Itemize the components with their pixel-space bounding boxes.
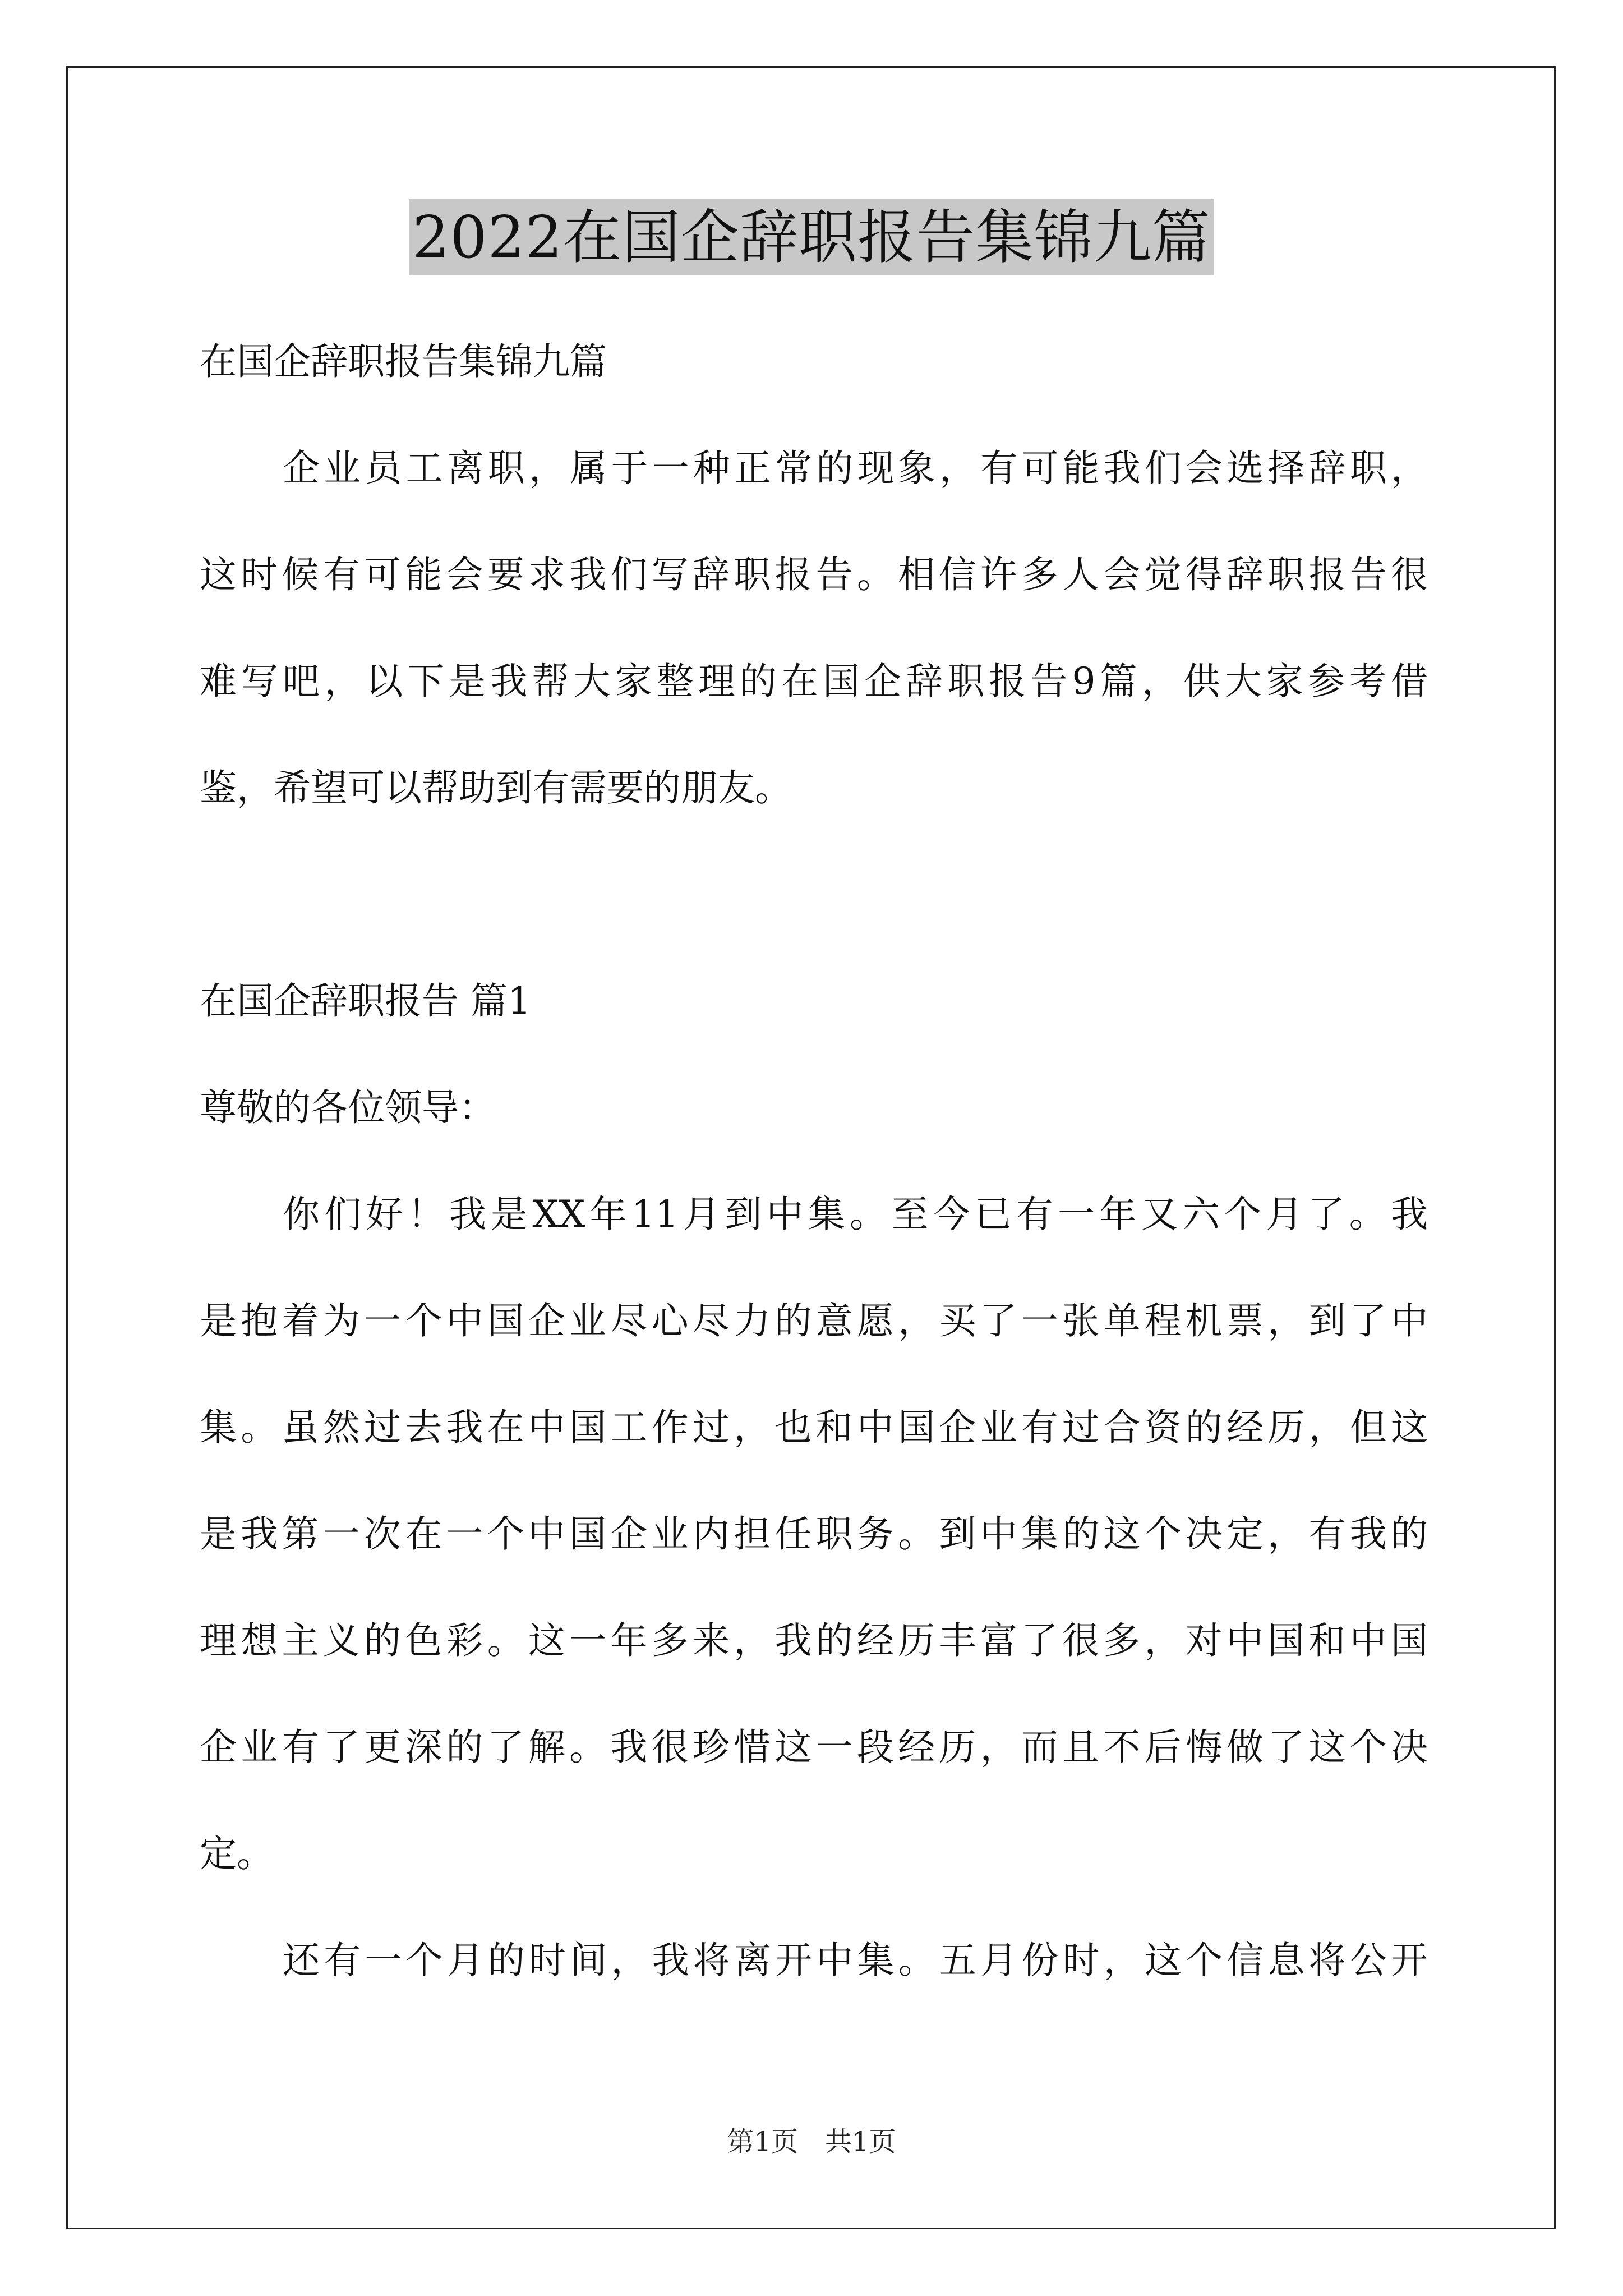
spacer	[200, 841, 1428, 948]
paragraph-line: 理想主义的色彩。这一年多来，我的经历丰富了很多，对中国和中国	[200, 1619, 1428, 1662]
page-number-footer: 第1页 共1页	[727, 2126, 896, 2157]
document-title: 2022在国企辞职报告集锦九篇	[409, 199, 1214, 275]
salutation: 尊敬的各位领导：	[200, 1086, 496, 1129]
document-body	[200, 309, 1428, 2014]
paragraph-line: 是抱着为一个中国企业尽心尽力的意愿，买了一张单程机票，到了中	[200, 1299, 1428, 1342]
section-heading: 在国企辞职报告 篇1	[200, 979, 531, 1023]
paragraph-line: 你们好！我是XX年11月到中集。至今已有一年又六个月了。我	[283, 1193, 1428, 1236]
intro-line: 这时候有可能会要求我们写辞职报告。相信许多人会觉得辞职报告很	[200, 553, 1428, 596]
intro-line: 鉴，希望可以帮助到有需要的朋友。	[200, 766, 792, 809]
paragraph-line: 企业有了更深的了解。我很珍惜这一段经历，而且不后悔做了这个决	[200, 1726, 1428, 1769]
title-container	[0, 199, 1623, 275]
intro-line: 企业员工离职，属于一种正常的现象，有可能我们会选择辞职，	[283, 447, 1428, 490]
paragraph-line: 还有一个月的时间，我将离开中集。五月份时，这个信息将公开	[283, 1939, 1428, 1982]
intro-line: 难写吧，以下是我帮大家整理的在国企辞职报告9篇，供大家参考借	[200, 660, 1428, 703]
paragraph-line: 集。虽然过去我在中国工作过，也和中国企业有过合资的经历，但这	[200, 1406, 1428, 1449]
document-subtitle: 在国企辞职报告集锦九篇	[200, 340, 607, 383]
paragraph-line: 是我第一次在一个中国企业内担任职务。到中集的这个决定，有我的	[200, 1512, 1428, 1556]
paragraph-line: 定。	[200, 1832, 274, 1875]
